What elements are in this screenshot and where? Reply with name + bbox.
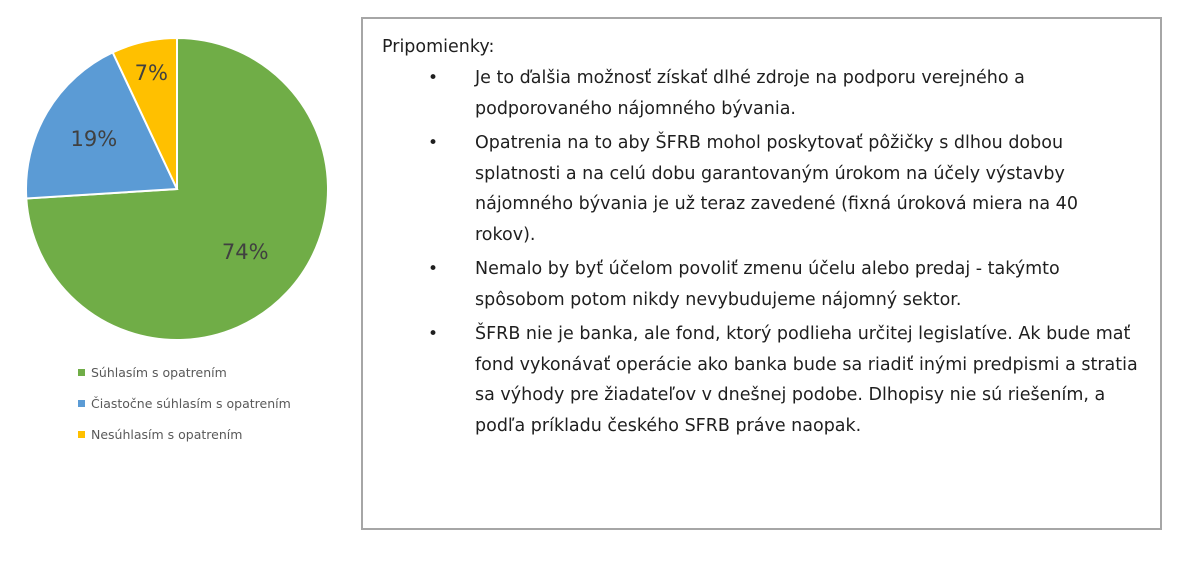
bullet-icon: • <box>428 133 439 153</box>
note-text-1: Opatrenia na to aby ŠFRB mohol poskytovať pôžičky s dlhou dobou splatnosti a na celú dobu garantovaným úrokom na účely výstavby nájomného bývania je už teraz zavedené (fixná úroková miera na 40 rokov). <box>475 133 1078 245</box>
pie-chart <box>0 0 360 565</box>
note-item-3 <box>382 319 1140 441</box>
note-text-3: ŠFRB nie je banka, ale fond, ktorý podlieha určitej legislatíve. Ak bude mať fond vykonávať operácie ako banka bude sa riadiť inými predpismi a stratia sa výhody pre žiadateľov v dnešnej podobe. Dlhopisy nie sú riešením, a podľa príkladu českého SFRB práve naopak. <box>475 324 1138 436</box>
note-text-0: Je to ďalšia možnosť získať dlhé zdroje na podporu verejného a podporovaného nájomného bývania. <box>475 68 1025 119</box>
legend-swatch-1 <box>78 400 85 407</box>
chart-legend <box>78 362 291 455</box>
bullet-icon: • <box>428 324 439 344</box>
bullet-icon: • <box>428 259 439 279</box>
legend-label-1: Čiastočne súhlasím s opatrením <box>91 395 291 411</box>
pie-slice-label-0: 74% <box>221 240 269 265</box>
bullet-icon: • <box>428 68 439 88</box>
legend-item-0 <box>78 362 291 382</box>
notes-title: Pripomienky: <box>382 37 495 57</box>
note-item-2 <box>382 254 1140 315</box>
legend-item-1 <box>78 393 291 413</box>
legend-label-0: Súhlasím s opatrením <box>91 364 227 380</box>
legend-label-2: Nesúhlasím s opatrením <box>91 426 243 442</box>
note-item-0 <box>382 63 1140 124</box>
legend-swatch-2 <box>78 431 85 438</box>
pie-slice-label-1: 19% <box>70 126 118 151</box>
notes-list <box>382 63 1140 441</box>
pie-slice-label-2: 7% <box>134 61 168 86</box>
legend-item-2 <box>78 424 291 444</box>
legend-swatch-0 <box>78 369 85 376</box>
note-text-2: Nemalo by byť účelom povoliť zmenu účelu alebo predaj - takýmto spôsobom potom nikdy nevybudujeme nájomný sektor. <box>475 259 1060 310</box>
note-item-1 <box>382 128 1140 250</box>
notes-box <box>361 17 1162 530</box>
pie-chart-svg <box>0 0 360 350</box>
